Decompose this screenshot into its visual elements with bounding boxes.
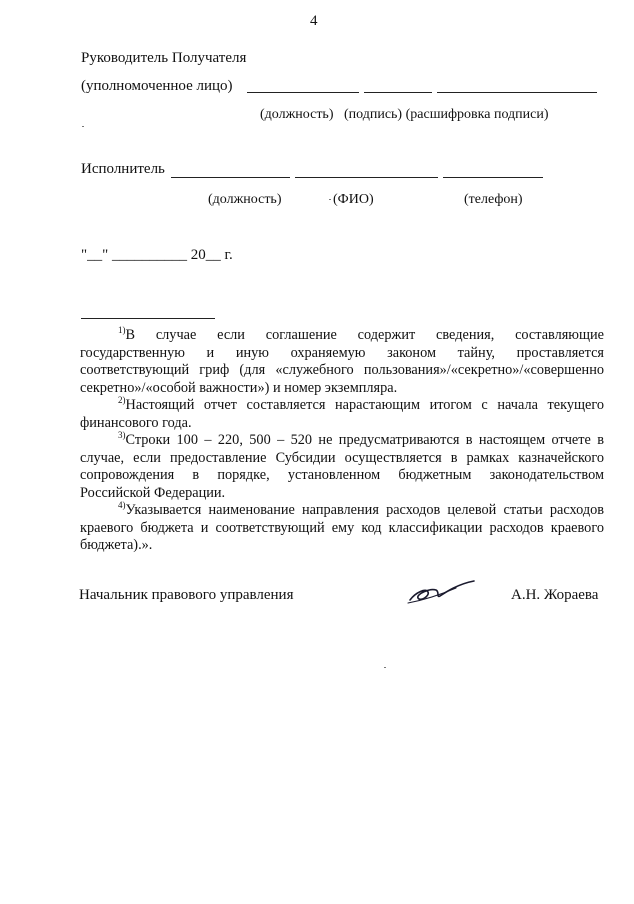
executor-position-line: [171, 177, 290, 178]
executor-label: Исполнитель: [81, 161, 165, 177]
recipient-title: Руководитель Получателя: [81, 50, 247, 66]
handwritten-signature: [406, 578, 478, 606]
scan-speck: [384, 667, 386, 668]
footnote-2: $^{2)}$Настоящий отчет составляется нарастающим итогом с начала текущего финансового года.: [80, 395, 604, 431]
footnotes: [80, 327, 604, 555]
scan-speck: [329, 199, 331, 200]
position-line: [247, 92, 359, 93]
authorized-person-label: (уполномоченное лицо): [81, 78, 233, 94]
footnote-separator: [81, 318, 215, 319]
executor-name-caption: (ФИО): [333, 192, 374, 207]
executor-name-line: [295, 177, 438, 178]
footnote-1: $^{1)}$В случае если соглашение содержит сведения, составляющие государственную и иную охраняемую законом тайну, проставляется соответствующий гриф (для «служебного пользования»/«секретно»/«совершенно секретно»/«особой важности») и номер экземпляра.: [80, 325, 604, 396]
signatory-name: А.Н. Жораева: [511, 587, 599, 603]
executor-position-caption: (должность): [208, 192, 282, 207]
scan-speck: [82, 126, 84, 127]
recipient-captions: (должность) (подпись) (расшифровка подписи): [260, 107, 549, 122]
footnote-4: $^{4)}$Указывается наименование направления расходов целевой статьи расходов краевого бюджета и соответствующий ему код классификации расходов краевого бюджета).».: [80, 500, 604, 553]
signatory-title: Начальник правового управления: [79, 587, 294, 603]
footnote-3: $^{3)}$Строки 100 – 220, 500 – 520 не предусматриваются в настоящем отчете в случае, если предоставление Субсидии осуществляется в рамках казначейского сопровождения в порядке, установленном бюджетным законодательством Российской Федерации.: [80, 430, 604, 501]
executor-phone-caption: (телефон): [464, 192, 523, 207]
signature-decode-line: [437, 92, 597, 93]
date-line: "__" __________ 20__ г.: [81, 247, 233, 263]
signature-line: [364, 92, 432, 93]
page-number: 4: [310, 13, 318, 29]
executor-phone-line: [443, 177, 543, 178]
